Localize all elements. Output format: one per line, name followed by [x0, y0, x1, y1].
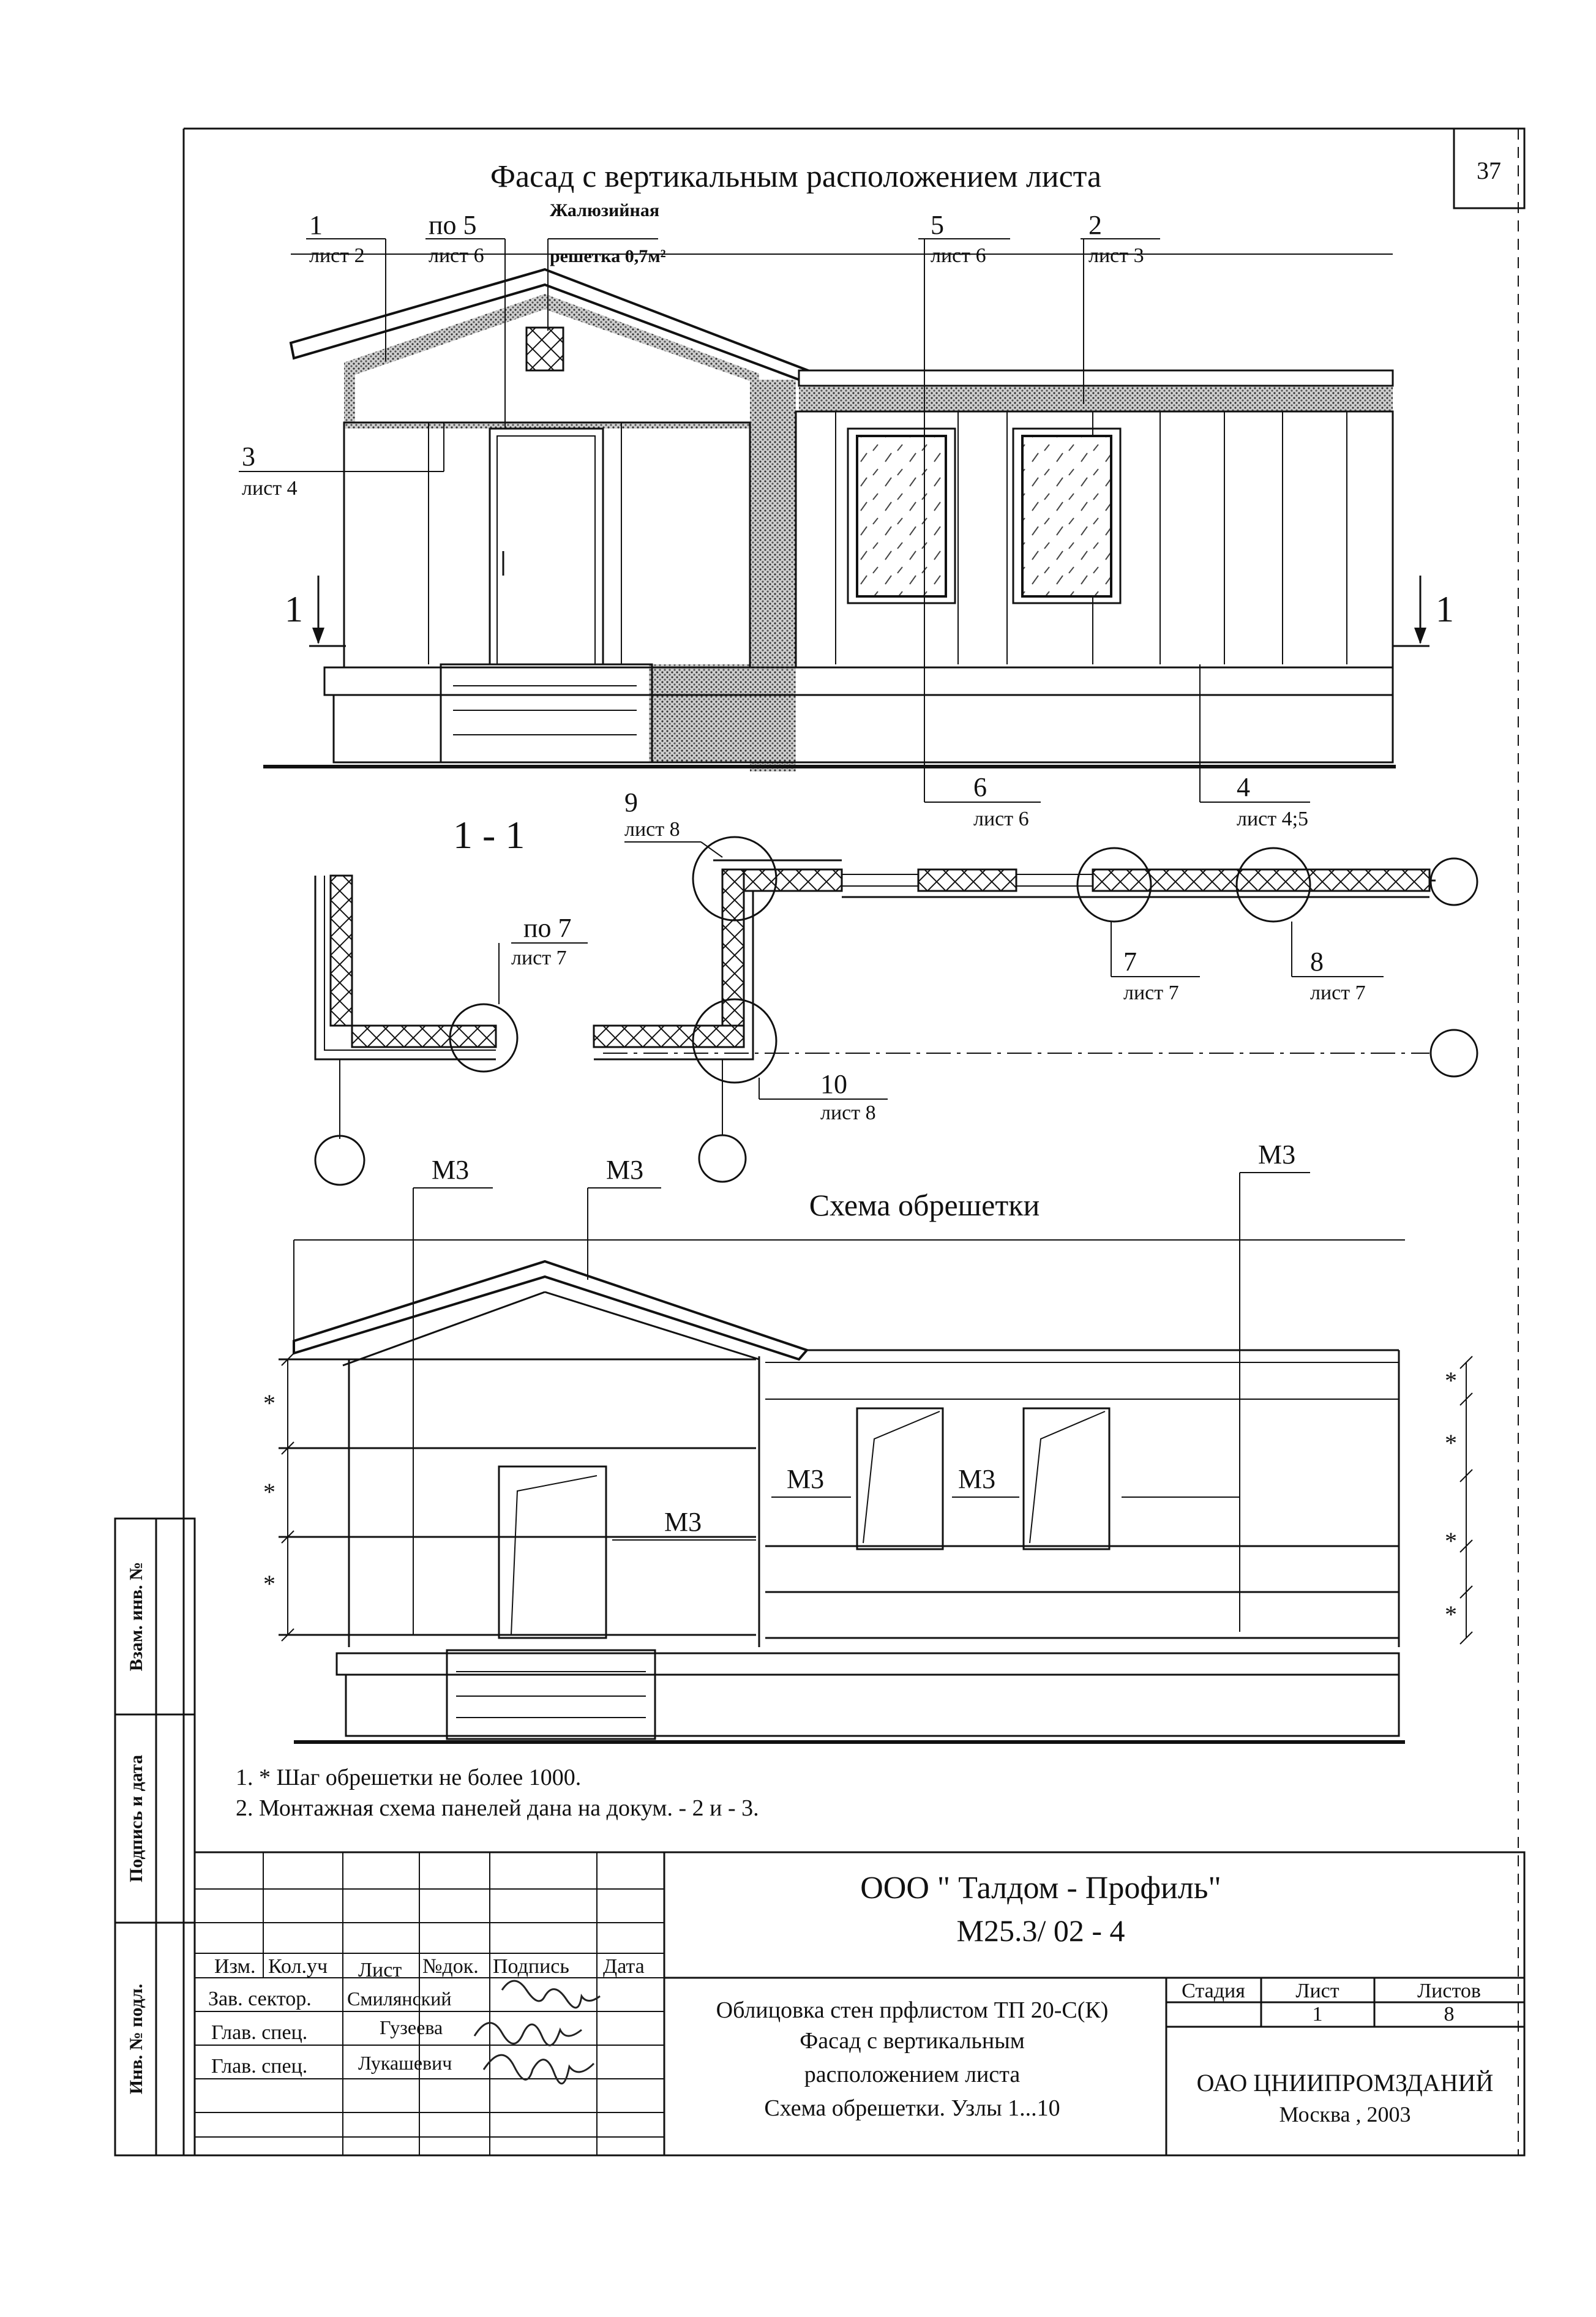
stamp-inv-exchange: Взам. инв. № [126, 1561, 146, 1672]
lathing-title: Схема обрешетки [809, 1188, 1040, 1222]
m3-label-4: М3 [664, 1507, 702, 1537]
callout-3-ref: лист 4 [242, 477, 298, 500]
callout-po7-num: по 7 [523, 913, 572, 943]
sheets-label: Листов [1417, 1980, 1481, 2002]
company-name: ООО " Талдом - Профиль" [860, 1871, 1221, 1906]
callout-5-num: 5 [931, 210, 944, 240]
desc-line-1: Облицовка стен прфлистом ТП 20-С(К) [716, 1997, 1109, 2023]
callout-4-ref: лист 4;5 [1237, 808, 1309, 830]
hdr-izm: Изм. [214, 1955, 256, 1978]
callout-2-ref: лист 3 [1088, 244, 1144, 267]
staff-name-1: Смилянский [347, 1988, 452, 2010]
staff-role-2: Глав. спец. [211, 2021, 308, 2044]
lathing-scheme [263, 1140, 1472, 1742]
stamp-sign-date: Подпись и дата [126, 1754, 146, 1883]
callout-2-num: 2 [1088, 210, 1102, 240]
m3-label-2: М3 [606, 1155, 644, 1185]
sheet-value: 1 [1312, 2003, 1323, 2026]
staff-name-3: Лукашевич [358, 2052, 452, 2074]
note-2: 2. Монтажная схема панелей дана на докум. - 2 и - 3. [236, 1795, 759, 1821]
callout-4-num: 4 [1237, 772, 1250, 802]
desc-line-4: Схема обрешетки. Узлы 1...10 [764, 2095, 1060, 2121]
callout-9-ref: лист 8 [624, 818, 680, 841]
callout-1-num: 1 [309, 210, 323, 240]
facade-title: Фасад с вертикальным расположением листа [490, 159, 1102, 194]
step-mark-r3: * [1445, 1527, 1457, 1555]
desc-line-3: расположением листа [804, 2062, 1021, 2087]
callout-7-num: 7 [1123, 947, 1137, 977]
step-mark-r2: * [1445, 1429, 1457, 1457]
callout-po7-ref: лист 7 [511, 947, 567, 969]
callout-9-num: 9 [624, 787, 638, 817]
callout-10-num: 10 [820, 1069, 847, 1099]
callout-louvre-num: Жалюзийная [550, 200, 660, 220]
section-mark-left: 1 [285, 589, 303, 629]
staff-role-1: Зав. сектор. [208, 1988, 312, 2010]
step-mark-l1: * [263, 1389, 275, 1417]
hdr-list: Лист [358, 1959, 402, 1981]
step-mark-r1: * [1445, 1367, 1457, 1394]
callout-louvre-ref: решетка 0,7м² [550, 246, 666, 266]
hdr-podpis: Подпись [493, 1955, 569, 1978]
signatures [474, 1981, 600, 2084]
m3-label-3: М3 [1258, 1140, 1296, 1170]
section-1-1 [315, 787, 1477, 1185]
callout-5-ref: лист 6 [931, 244, 986, 267]
callout-3-num: 3 [242, 441, 255, 471]
callout-7-ref: лист 7 [1123, 982, 1179, 1004]
m3-label-5: М3 [787, 1464, 825, 1494]
sheet-number: 37 [1477, 157, 1501, 184]
org-name: ОАО ЦНИИПРОМЗДАНИЙ [1196, 2069, 1494, 2097]
sheet-label: Лист [1295, 1980, 1339, 2002]
doc-code: М25.3/ 02 - 4 [956, 1913, 1125, 1948]
callout-po5-num: по 5 [429, 210, 477, 240]
callout-8-num: 8 [1310, 947, 1324, 977]
hdr-ndok: №док. [422, 1955, 479, 1978]
facade-view [239, 159, 1454, 830]
m3-label-1: М3 [432, 1155, 470, 1185]
stamp-inv-orig: Инв. № подл. [126, 1983, 146, 2095]
step-mark-l3: * [263, 1570, 275, 1598]
m3-label-6: М3 [958, 1464, 996, 1494]
city-year: Москва , 2003 [1279, 2102, 1411, 2127]
section-title: 1 - 1 [453, 813, 525, 857]
callout-10-ref: лист 8 [820, 1102, 876, 1124]
desc-line-2: Фасад с вертикальным [800, 2028, 1025, 2054]
section-mark-right: 1 [1436, 589, 1454, 629]
callout-6-num: 6 [973, 772, 987, 802]
step-mark-r4: * [1445, 1601, 1457, 1628]
staff-name-2: Гузеева [380, 2016, 443, 2038]
staff-role-3: Глав. спец. [211, 2055, 308, 2078]
hdr-kol: Кол.уч [268, 1955, 328, 1978]
callout-1-ref: лист 2 [309, 244, 365, 267]
hdr-data: Дата [603, 1955, 645, 1978]
callout-6-ref: лист 6 [973, 808, 1029, 830]
note-1: 1. * Шаг обрешетки не более 1000. [236, 1765, 582, 1790]
callout-po5-ref: лист 6 [429, 244, 484, 267]
step-mark-l2: * [263, 1478, 275, 1506]
stage-label: Стадия [1182, 1980, 1245, 2002]
callout-8-ref: лист 7 [1310, 982, 1366, 1004]
sheets-value: 8 [1444, 2003, 1455, 2026]
